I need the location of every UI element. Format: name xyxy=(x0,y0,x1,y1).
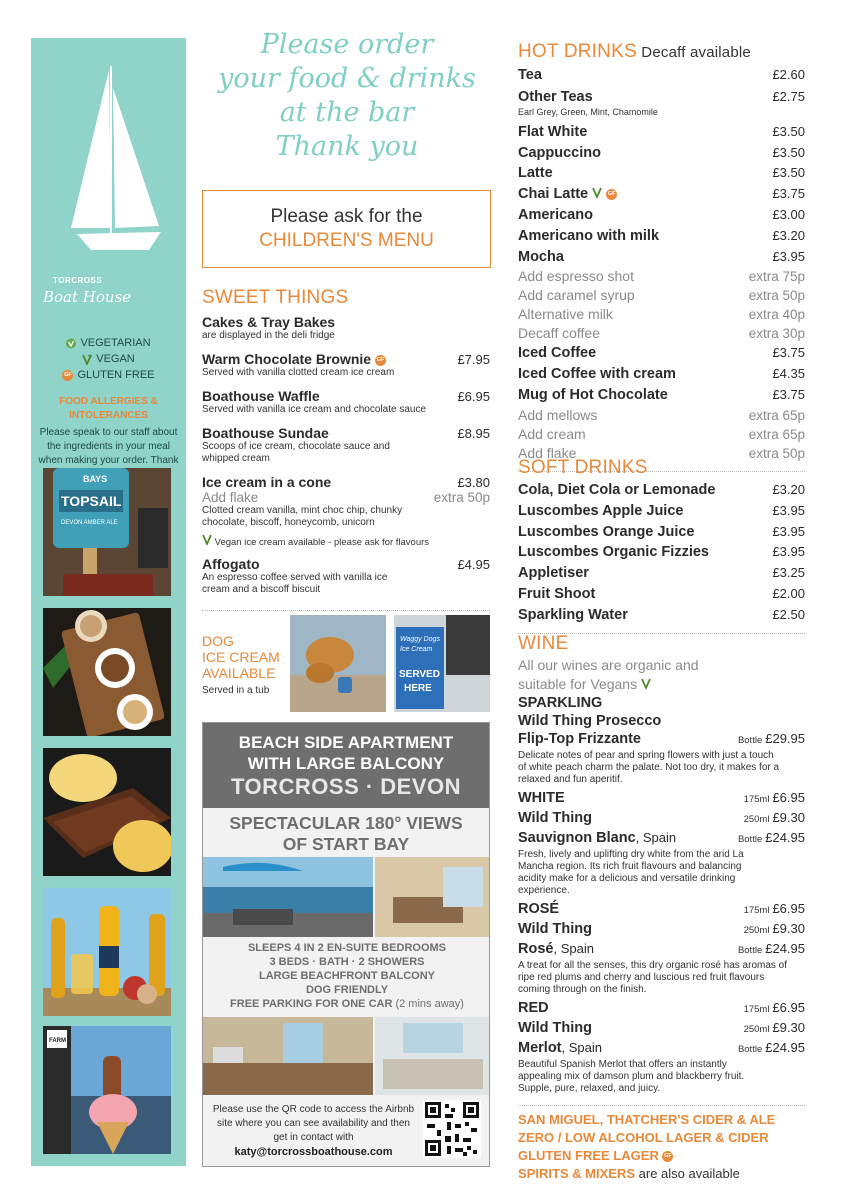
drink-row xyxy=(518,247,805,268)
wine-price: £24.95 xyxy=(765,830,805,845)
drink-price: £2.50 xyxy=(772,606,805,622)
hot-drinks-header xyxy=(518,40,805,65)
drink-price: £3.95 xyxy=(772,502,805,518)
wine-intro-1: All our wines are organic and xyxy=(518,657,699,673)
wine-row xyxy=(518,900,805,920)
advert-views-line-1: SPECTACULAR 180° VIEWS xyxy=(229,813,463,833)
sweet-things-section xyxy=(202,286,490,611)
drink-addon-price: extra 50p xyxy=(748,445,805,461)
advert-parking-note: (2 mins away) xyxy=(395,998,464,1010)
dog-ice-cream-title xyxy=(202,633,280,681)
left-sidebar xyxy=(31,38,186,1166)
photo-balcony-lounge xyxy=(203,857,490,937)
advert-header xyxy=(203,723,489,808)
wine-row xyxy=(518,940,805,960)
drink-row xyxy=(518,385,805,406)
advert-headline-1: BEACH SIDE APARTMENT xyxy=(238,733,454,752)
wine-size: 250ml xyxy=(743,1024,770,1035)
drink-price: £3.25 xyxy=(772,565,805,581)
item-name xyxy=(202,351,386,367)
wine-row xyxy=(518,730,805,750)
drink-name-text: Chai Latte xyxy=(518,186,589,203)
key-vegan xyxy=(31,351,186,367)
wine-price: £24.95 xyxy=(765,941,805,956)
menu-item xyxy=(202,474,490,549)
drink-addon-price: extra 30p xyxy=(748,326,805,342)
dog-ice-cream-section xyxy=(202,615,490,715)
advert-details xyxy=(203,941,490,1011)
wine-heading-text: WHITE xyxy=(518,790,565,806)
menu-item xyxy=(202,388,490,416)
wine-desc: A treat for all the senses, this dry organic rosé has aromas of ripe red plums and cherry and luscious red fruit flavours coming through on the finish. xyxy=(518,960,788,995)
item-name-text: Warm Chocolate Brownie xyxy=(202,351,372,367)
drink-name: Cappuccino xyxy=(518,144,601,161)
advert-email[interactable]: katy@torcrossboathouse.com xyxy=(234,1146,393,1158)
wine-title: WINE xyxy=(518,633,569,654)
brand-script-text: Boat House xyxy=(43,288,132,306)
wine-name: Wild Thing xyxy=(518,921,592,937)
topsail-name-text: TOPSAIL xyxy=(61,493,122,509)
wine-name: Wild Thing Prosecco xyxy=(518,713,662,729)
wine-intro-2 xyxy=(518,675,805,694)
item-addon-price: extra 50p xyxy=(433,490,490,505)
wine-size: 250ml xyxy=(743,925,770,936)
drink-addon-row xyxy=(518,425,805,444)
item-desc: An espresso coffee served with vanilla ice cream and a biscoff biscuit xyxy=(202,572,388,595)
photo-brownie xyxy=(43,748,171,876)
advert-views-line-2: OF START BAY xyxy=(282,834,410,854)
photo-dog xyxy=(290,615,386,712)
drink-price: £3.50 xyxy=(772,144,805,160)
drink-name: Americano with milk xyxy=(518,227,660,244)
drink-name: Other Teas xyxy=(518,88,593,105)
drink-name xyxy=(518,185,617,205)
drink-addon: Add caramel syrup xyxy=(518,287,635,304)
drink-row xyxy=(518,163,805,184)
extras-section xyxy=(518,1111,805,1183)
topsail-brand-text: BAYS xyxy=(83,474,108,484)
advert-detail: LARGE BEACHFRONT BALCONY xyxy=(259,970,435,982)
wine-size: Bottle xyxy=(737,834,763,845)
wine-heading-text: RED xyxy=(518,1000,549,1016)
drink-name: Iced Coffee with cream xyxy=(518,366,676,383)
extras-line-2: ZERO / LOW ALCOHOL LAGER & CIDER xyxy=(518,1130,769,1145)
wine-price: £6.95 xyxy=(772,901,805,916)
drink-addon: Alternative milk xyxy=(518,306,613,323)
advert-detail: DOG FRIENDLY xyxy=(305,984,389,996)
menu-item xyxy=(202,351,490,379)
drink-row xyxy=(518,584,805,605)
item-price: £7.95 xyxy=(457,352,490,367)
wine-size: Bottle xyxy=(737,1044,763,1055)
dog-title-line: ICE CREAM xyxy=(202,649,280,665)
wine-size: Bottle xyxy=(737,735,763,746)
item-name: Ice cream in a cone xyxy=(202,474,332,490)
drink-name: Tea xyxy=(518,67,542,83)
drink-name: Latte xyxy=(518,165,553,182)
drink-addon-price: extra 40p xyxy=(748,307,805,323)
order-line-4: Thank you xyxy=(275,131,419,162)
drink-price: £3.75 xyxy=(772,345,805,361)
section-divider xyxy=(202,610,490,611)
vegan-note xyxy=(202,534,490,549)
drink-price: £3.75 xyxy=(772,386,805,402)
drink-name: Appletiser xyxy=(518,565,589,582)
advert-detail: SLEEPS 4 IN 2 EN-SUITE BEDROOMS xyxy=(247,942,447,954)
drink-name: Americano xyxy=(518,206,593,223)
tub-text-4: HERE xyxy=(404,683,432,694)
drink-name: Flat White xyxy=(518,123,588,140)
drink-row xyxy=(518,143,805,164)
farm-sign-text: FARM xyxy=(49,1038,66,1044)
childrens-menu-intro: Please ask for the xyxy=(270,206,423,227)
wine-row xyxy=(518,789,805,809)
drink-addon-price: extra 75p xyxy=(748,269,805,285)
drink-name: Cola, Diet Cola or Lemonade xyxy=(518,482,716,498)
item-desc: Clotted cream vanilla, mint choc chip, chunky chocolate, biscoff, honeycomb, unicorn xyxy=(202,505,403,528)
sailboat-icon xyxy=(31,38,186,288)
wine-row xyxy=(518,920,805,940)
wine-price: £9.30 xyxy=(772,921,805,936)
dietary-key xyxy=(31,335,186,482)
item-name: Affogato xyxy=(202,556,260,572)
menu-item xyxy=(202,556,490,596)
wine-size: 250ml xyxy=(743,814,770,825)
drink-price: £3.20 xyxy=(772,482,805,497)
extras-line-4-text: SPIRITS & MIXERS xyxy=(518,1166,636,1181)
hot-drinks-section xyxy=(518,40,805,472)
drink-row xyxy=(518,226,805,247)
vegan-icon xyxy=(641,678,651,689)
order-line-1: Please order xyxy=(260,29,434,60)
drink-addon-row xyxy=(518,305,805,324)
drink-addon: Add espresso shot xyxy=(518,268,634,285)
drink-row xyxy=(518,88,805,106)
extras-line-3-text: GLUTEN FREE LAGER xyxy=(518,1148,659,1163)
boathouse-logo xyxy=(31,38,186,288)
drink-addon: Add cream xyxy=(518,425,586,442)
drink-addon-price: extra 65p xyxy=(748,426,805,442)
item-desc: are displayed in the deli fridge xyxy=(202,330,335,341)
drink-row xyxy=(518,563,805,584)
drink-price: £3.50 xyxy=(772,123,805,139)
wine-price: £9.30 xyxy=(772,1020,805,1035)
wine-desc: Beautiful Spanish Merlot that offers an instantly appealing mix of damson plum and blackberry fruit. Supple, pure, relaxed, and juicy. xyxy=(518,1059,745,1094)
drink-addon-row xyxy=(518,324,805,343)
childrens-menu-box xyxy=(202,190,491,268)
vegan-icon xyxy=(82,354,92,365)
vegan-note-text: Vegan ice cream available - please ask for flavours xyxy=(214,537,430,548)
advert-parking-text: FREE PARKING FOR ONE CAR xyxy=(230,998,393,1010)
topsail-sub-text: DEVON AMBER ALE xyxy=(61,520,118,526)
item-price: £3.80 xyxy=(457,475,490,490)
drink-price: £4.35 xyxy=(772,366,805,382)
wine-row xyxy=(518,1039,805,1059)
advert-detail: 3 BEDS · BATH · 2 SHOWERS xyxy=(269,956,425,968)
wine-size: 175ml xyxy=(743,905,770,916)
photo-dog-ice-cream-sign xyxy=(394,615,490,712)
wine-size: 175ml xyxy=(743,1004,770,1015)
photo-ice-cream-cone xyxy=(43,1026,171,1154)
item-name: Boathouse Sundae xyxy=(202,425,329,441)
sweet-things-title: SWEET THINGS xyxy=(202,287,349,308)
wine-region: , Spain xyxy=(561,1040,602,1055)
section-divider xyxy=(518,1105,805,1106)
wine-price: £6.95 xyxy=(772,790,805,805)
soft-drinks-section xyxy=(518,456,805,634)
drink-row xyxy=(518,605,805,626)
hot-drinks-list xyxy=(518,65,805,463)
wine-desc: Delicate notes of pear and spring flowers with just a touch of white peach charm the palate. Not too dry, it makes for a relaxed and fun aperitif. xyxy=(518,750,780,785)
wine-price: £9.30 xyxy=(772,810,805,825)
gluten-free-icon: GF xyxy=(62,370,73,381)
hot-drinks-title: HOT DRINKS xyxy=(518,41,637,62)
drink-addon-row xyxy=(518,406,805,425)
wine-row xyxy=(518,999,805,1019)
dog-title-line: AVAILABLE xyxy=(202,665,276,681)
wine-name: Wild Thing xyxy=(518,810,592,826)
gluten-free-icon: GF xyxy=(606,189,617,200)
wine-heading xyxy=(518,694,805,712)
drink-name: Fruit Shoot xyxy=(518,585,596,602)
wine-size: Bottle xyxy=(737,945,763,956)
advert-footer-text: Please use the QR code to access the Airbnb site where you can see availability and then get in contact with xyxy=(212,1104,415,1143)
item-name: Cakes & Tray Bakes xyxy=(202,314,336,330)
wine-heading-text: ROSÉ xyxy=(518,901,560,917)
drink-addon: Decaff coffee xyxy=(518,325,600,342)
brand-small-text: TORCROSS xyxy=(53,276,103,285)
drink-name: Mug of Hot Chocolate xyxy=(518,386,668,403)
drink-name: Luscombes Apple Juice xyxy=(518,502,684,519)
item-name: Boathouse Waffle xyxy=(202,388,320,404)
drink-name: Sparkling Water xyxy=(518,606,628,623)
drink-row xyxy=(518,501,805,522)
item-price: £8.95 xyxy=(457,426,490,441)
drink-name: Luscombes Orange Juice xyxy=(518,523,695,540)
key-gluten-free xyxy=(31,367,186,383)
drink-price: £2.00 xyxy=(772,585,805,601)
drink-desc: Earl Grey, Green, Mint, Chamomile xyxy=(518,106,658,117)
drink-row xyxy=(518,122,805,143)
key-vegetarian xyxy=(31,335,186,351)
drink-row xyxy=(518,65,805,86)
wine-name: Flip-Top Frizzante xyxy=(518,731,641,747)
order-line-3: at the bar xyxy=(279,97,415,128)
item-addon: Add flake xyxy=(202,490,259,505)
drink-addon-row xyxy=(518,267,805,286)
advert-headline-2: WITH LARGE BALCONY xyxy=(247,754,445,773)
drink-name: Iced Coffee xyxy=(518,345,597,362)
drink-row xyxy=(518,205,805,226)
advert-location: TORCROSS · DEVON xyxy=(230,774,462,799)
wine-price: £6.95 xyxy=(772,1000,805,1015)
drink-row xyxy=(518,522,805,543)
photo-topsail-ale xyxy=(43,468,171,596)
drink-price: £3.95 xyxy=(772,523,805,539)
wine-price: £24.95 xyxy=(765,1040,805,1055)
drink-price: £3.95 xyxy=(772,248,805,264)
wine-row xyxy=(518,712,805,730)
order-line-2: your food & drinks xyxy=(218,63,476,94)
drink-price: £3.75 xyxy=(772,186,805,202)
vegan-icon xyxy=(202,534,212,545)
apartment-advert xyxy=(202,722,490,1167)
key-vegan-label: VEGAN xyxy=(96,353,135,365)
item-desc: Served with vanilla ice cream and chocolate sauce xyxy=(202,404,427,415)
drink-addon-price: extra 50p xyxy=(748,288,805,304)
drink-price: £2.60 xyxy=(772,67,805,82)
drink-addon: Add flake xyxy=(518,444,577,461)
advert-footer xyxy=(211,1103,416,1160)
advert-parking xyxy=(203,997,490,1011)
hot-drinks-subtitle: Decaff available xyxy=(641,44,751,61)
drink-price: £3.50 xyxy=(772,165,805,181)
menu-item xyxy=(202,425,490,465)
drink-addon-row xyxy=(518,286,805,305)
extras-line-4 xyxy=(518,1165,805,1183)
drink-row xyxy=(518,343,805,364)
vegan-icon xyxy=(592,187,602,198)
photo-coffees xyxy=(43,608,171,736)
wine-intro-2-text: suitable for Vegans xyxy=(518,676,638,692)
order-at-bar-message xyxy=(202,28,492,164)
gluten-free-icon: GF xyxy=(662,1151,673,1162)
drink-row xyxy=(518,480,805,501)
drink-price: £2.75 xyxy=(772,88,805,104)
drink-name: Luscombes Organic Fizzies xyxy=(518,544,709,561)
wine-row xyxy=(518,829,805,849)
item-price: £6.95 xyxy=(457,389,490,404)
allergy-text: Please speak to our staff about the ingredients in your meal when making your order. Thank xyxy=(38,427,179,466)
wine-size: 175ml xyxy=(743,794,770,805)
extras-line-4-tail: are also available xyxy=(638,1166,740,1181)
item-desc: Served with vanilla clotted cream ice cream xyxy=(202,367,395,378)
drink-addon-price: extra 65p xyxy=(748,407,805,423)
tub-text-3: SERVED xyxy=(399,669,440,680)
wine-name: Wild Thing xyxy=(518,1020,592,1036)
wine-desc: Fresh, lively and uplifting dry white from the arid La Mancha region. Its rich fruit flavours and balancing acidity make for a delicious and versatile drinking experience. xyxy=(518,849,744,896)
wine-heading-text: SPARKLING xyxy=(518,695,603,711)
key-gluten-free-label: GLUTEN FREE xyxy=(77,369,155,381)
tub-text-1: Waggy Dogs xyxy=(400,636,440,643)
extras-line-1: SAN MIGUEL, THATCHER'S CIDER & ALE xyxy=(518,1112,776,1127)
drink-addon: Add mellows xyxy=(518,406,598,423)
wine-name: Sauvignon Blanc xyxy=(518,830,636,846)
soft-drinks-title: SOFT DRINKS xyxy=(518,457,648,478)
wine-name: Merlot xyxy=(518,1040,562,1056)
allergy-title: FOOD ALLERGIES & INTOLERANCES xyxy=(59,396,158,421)
wine-section xyxy=(518,632,805,1183)
item-desc: Scoops of ice cream, chocolate sauce and whipped cream xyxy=(202,441,390,464)
dog-title-line: DOG xyxy=(202,633,234,649)
wine-region: , Spain xyxy=(635,830,677,845)
tub-text-2: Ice Cream xyxy=(400,646,433,653)
extras-line-3 xyxy=(518,1147,805,1165)
menu-item xyxy=(202,314,490,342)
key-vegetarian-label: VEGETARIAN xyxy=(80,337,151,349)
drink-price: £3.20 xyxy=(772,227,805,243)
vegetarian-icon xyxy=(66,338,76,349)
gluten-free-icon: GF xyxy=(375,355,386,366)
advert-views xyxy=(203,808,489,855)
drink-price: £3.95 xyxy=(772,544,805,560)
wine-row xyxy=(518,809,805,829)
wine-row xyxy=(518,1019,805,1039)
drink-row xyxy=(518,364,805,385)
qr-code-icon[interactable] xyxy=(423,1100,481,1158)
wine-name: Rosé xyxy=(518,941,554,957)
drink-row xyxy=(518,184,805,205)
drink-price: £3.00 xyxy=(772,206,805,222)
drink-row xyxy=(518,542,805,563)
childrens-menu-title: CHILDREN'S MENU xyxy=(259,230,434,251)
photo-cider-bottles xyxy=(43,888,171,1016)
drink-name: Mocha xyxy=(518,248,564,265)
item-price: £4.95 xyxy=(457,557,490,572)
photo-kitchen-bedroom xyxy=(203,1017,490,1095)
dog-ice-cream-sub: Served in a tub xyxy=(202,685,270,696)
wine-region: , Spain xyxy=(553,941,594,956)
wine-price: £29.95 xyxy=(765,731,805,746)
